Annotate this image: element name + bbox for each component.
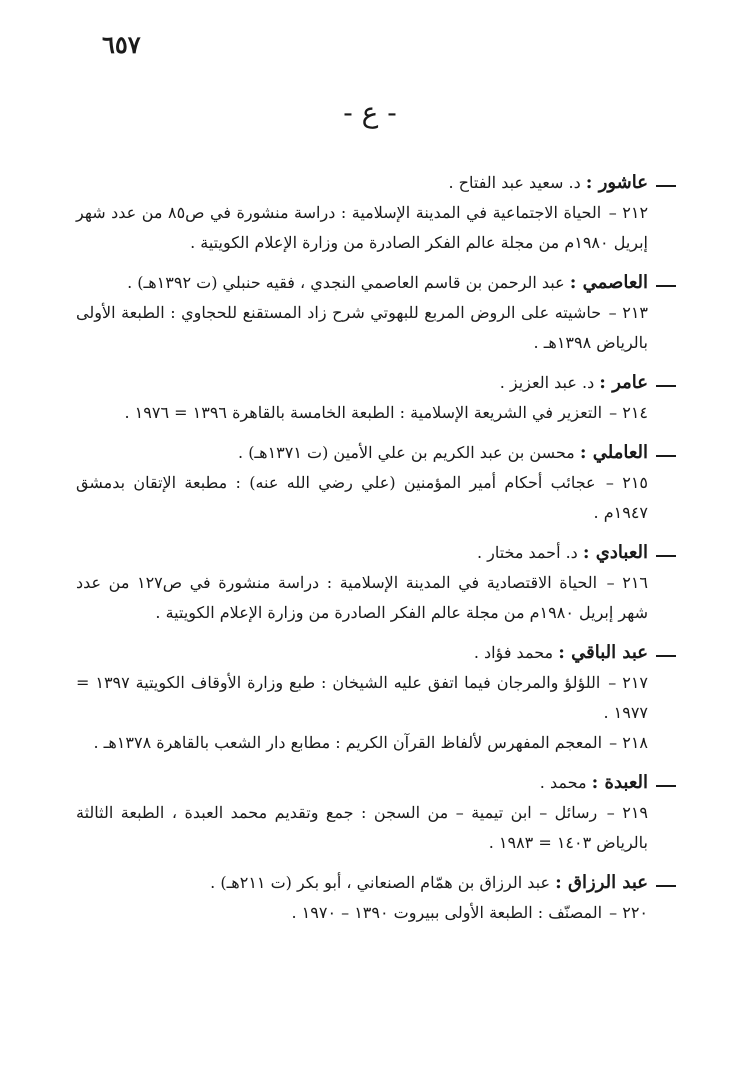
- work-number: ٢١٥ –: [597, 473, 649, 492]
- author-name: العاملي :: [579, 442, 648, 463]
- author-name: عامر :: [599, 372, 648, 393]
- work-text: المصنّف : الطبعة الأولى ببيروت ١٣٩٠ – ١٩٧٠ .: [291, 903, 603, 922]
- author-line: [76, 638, 676, 668]
- author-name: العبدة :: [591, 772, 648, 793]
- author-name: عاشور :: [585, 172, 648, 193]
- work-text: رسائل – ابن تيمية – من السجن : جمع وتقديم محمد العبدة ، الطبعة الثالثة بالرياض ١٤٠٣ = ١٩٨٣ .: [76, 803, 648, 852]
- work-number: ٢١٣ –: [603, 303, 649, 322]
- entry-dash: [656, 655, 676, 657]
- entry-dash: [656, 385, 676, 387]
- work-text: المعجم المفهرس لألفاظ القرآن الكريم : مطابع دار الشعب بالقاهرة ١٣٧٨هـ .: [93, 733, 603, 752]
- author-name: العاصمي :: [569, 272, 648, 293]
- bibliography-entry: [76, 768, 648, 858]
- author-line: [76, 868, 676, 898]
- author-line: [76, 268, 676, 298]
- work-item: [76, 728, 648, 758]
- author-info: محسن بن عبد الكريم بن علي الأمين (ت ١٣٧١هـ) .: [238, 443, 580, 462]
- work-text: التعزير في الشريعة الإسلامية : الطبعة الخامسة بالقاهرة ١٣٩٦ = ١٩٧٦ .: [124, 403, 603, 422]
- work-text: عجائب أحكام أمير المؤمنين (علي رضي الله عنه) : مطبعة الإتقان بدمشق ١٩٤٧م .: [76, 473, 648, 522]
- work-text: الحياة الاقتصادية في المدينة الإسلامية : دراسة منشورة في ص١٢٧ من عدد شهر إبريل ١٩٨٠م من مجلة عالم الفكر الصادرة من وزارة الإعلام الكويتية .: [76, 573, 648, 622]
- entry-dash: [656, 885, 676, 887]
- work-number: ٢٢٠ –: [604, 903, 648, 922]
- author-name: عبد الباقي :: [558, 642, 648, 663]
- bibliography-entry: [76, 438, 648, 528]
- work-text: حاشيته على الروض المربع للبهوتي شرح زاد المستقنع للحجاوي : الطبعة الأولى بالرياض ١٣٩٨هـ .: [76, 303, 648, 352]
- author-name: عبد الرزاق :: [555, 872, 648, 893]
- work-item: [76, 198, 648, 258]
- author-info: د. سعيد عبد الفتاح .: [448, 173, 586, 192]
- author-info: محمد .: [539, 773, 592, 792]
- author-info: د. عبد العزيز .: [499, 373, 600, 392]
- page-number: ٦٥٧: [102, 30, 141, 59]
- entry-dash: [656, 555, 676, 557]
- work-item: [76, 668, 648, 728]
- work-number: ٢١٦ –: [599, 573, 648, 592]
- entry-dash: [656, 285, 676, 287]
- bibliography-entry: [76, 868, 648, 928]
- author-info: محمد فؤاد .: [473, 643, 559, 662]
- author-info: د. أحمد مختار .: [476, 543, 583, 562]
- work-item: [76, 468, 648, 528]
- bibliography-entry: [76, 538, 648, 628]
- author-line: [76, 768, 676, 798]
- entry-dash: [656, 185, 676, 187]
- work-item: [76, 568, 648, 628]
- work-number: ٢١٢ –: [603, 203, 649, 222]
- bibliography-entry: [76, 638, 648, 758]
- work-text: الحياة الاجتماعية في المدينة الإسلامية : دراسة منشورة في ص٨٥ من عدد شهر إبريل ١٩٨٠م من مجلة عالم الفكر الصادرة من وزارة الإعلام الكويتية .: [76, 203, 648, 252]
- author-name: العبادي :: [582, 542, 648, 563]
- work-number: ٢١٨ –: [604, 733, 648, 752]
- author-info: عبد الرزاق بن همّام الصنعاني ، أبو بكر (ت ٢١١هـ) .: [210, 873, 556, 892]
- bibliography-entry: [76, 268, 648, 358]
- work-number: ٢١٩ –: [599, 803, 649, 822]
- work-item: [76, 398, 648, 428]
- entry-dash: [656, 785, 676, 787]
- work-item: [76, 898, 648, 928]
- work-item: [76, 798, 648, 858]
- work-number: ٢١٧ –: [602, 673, 648, 692]
- bibliography-entry: [76, 368, 648, 428]
- author-line: [76, 368, 676, 398]
- bibliography-entry: [76, 168, 648, 258]
- author-line: [76, 538, 676, 568]
- author-info: عبد الرحمن بن قاسم العاصمي النجدي ، فقيه حنبلي (ت ١٣٩٢هـ) .: [127, 273, 570, 292]
- work-text: اللؤلؤ والمرجان فيما اتفق عليه الشيخان : طبع وزارة الأوقاف الكويتية ١٣٩٧ = ١٩٧٧ .: [76, 673, 648, 722]
- bibliography-list: [76, 168, 648, 938]
- author-line: [76, 438, 676, 468]
- work-number: ٢١٤ –: [604, 403, 648, 422]
- entry-dash: [656, 455, 676, 457]
- section-heading: - ع -: [343, 96, 397, 129]
- work-item: [76, 298, 648, 358]
- author-line: [76, 168, 676, 198]
